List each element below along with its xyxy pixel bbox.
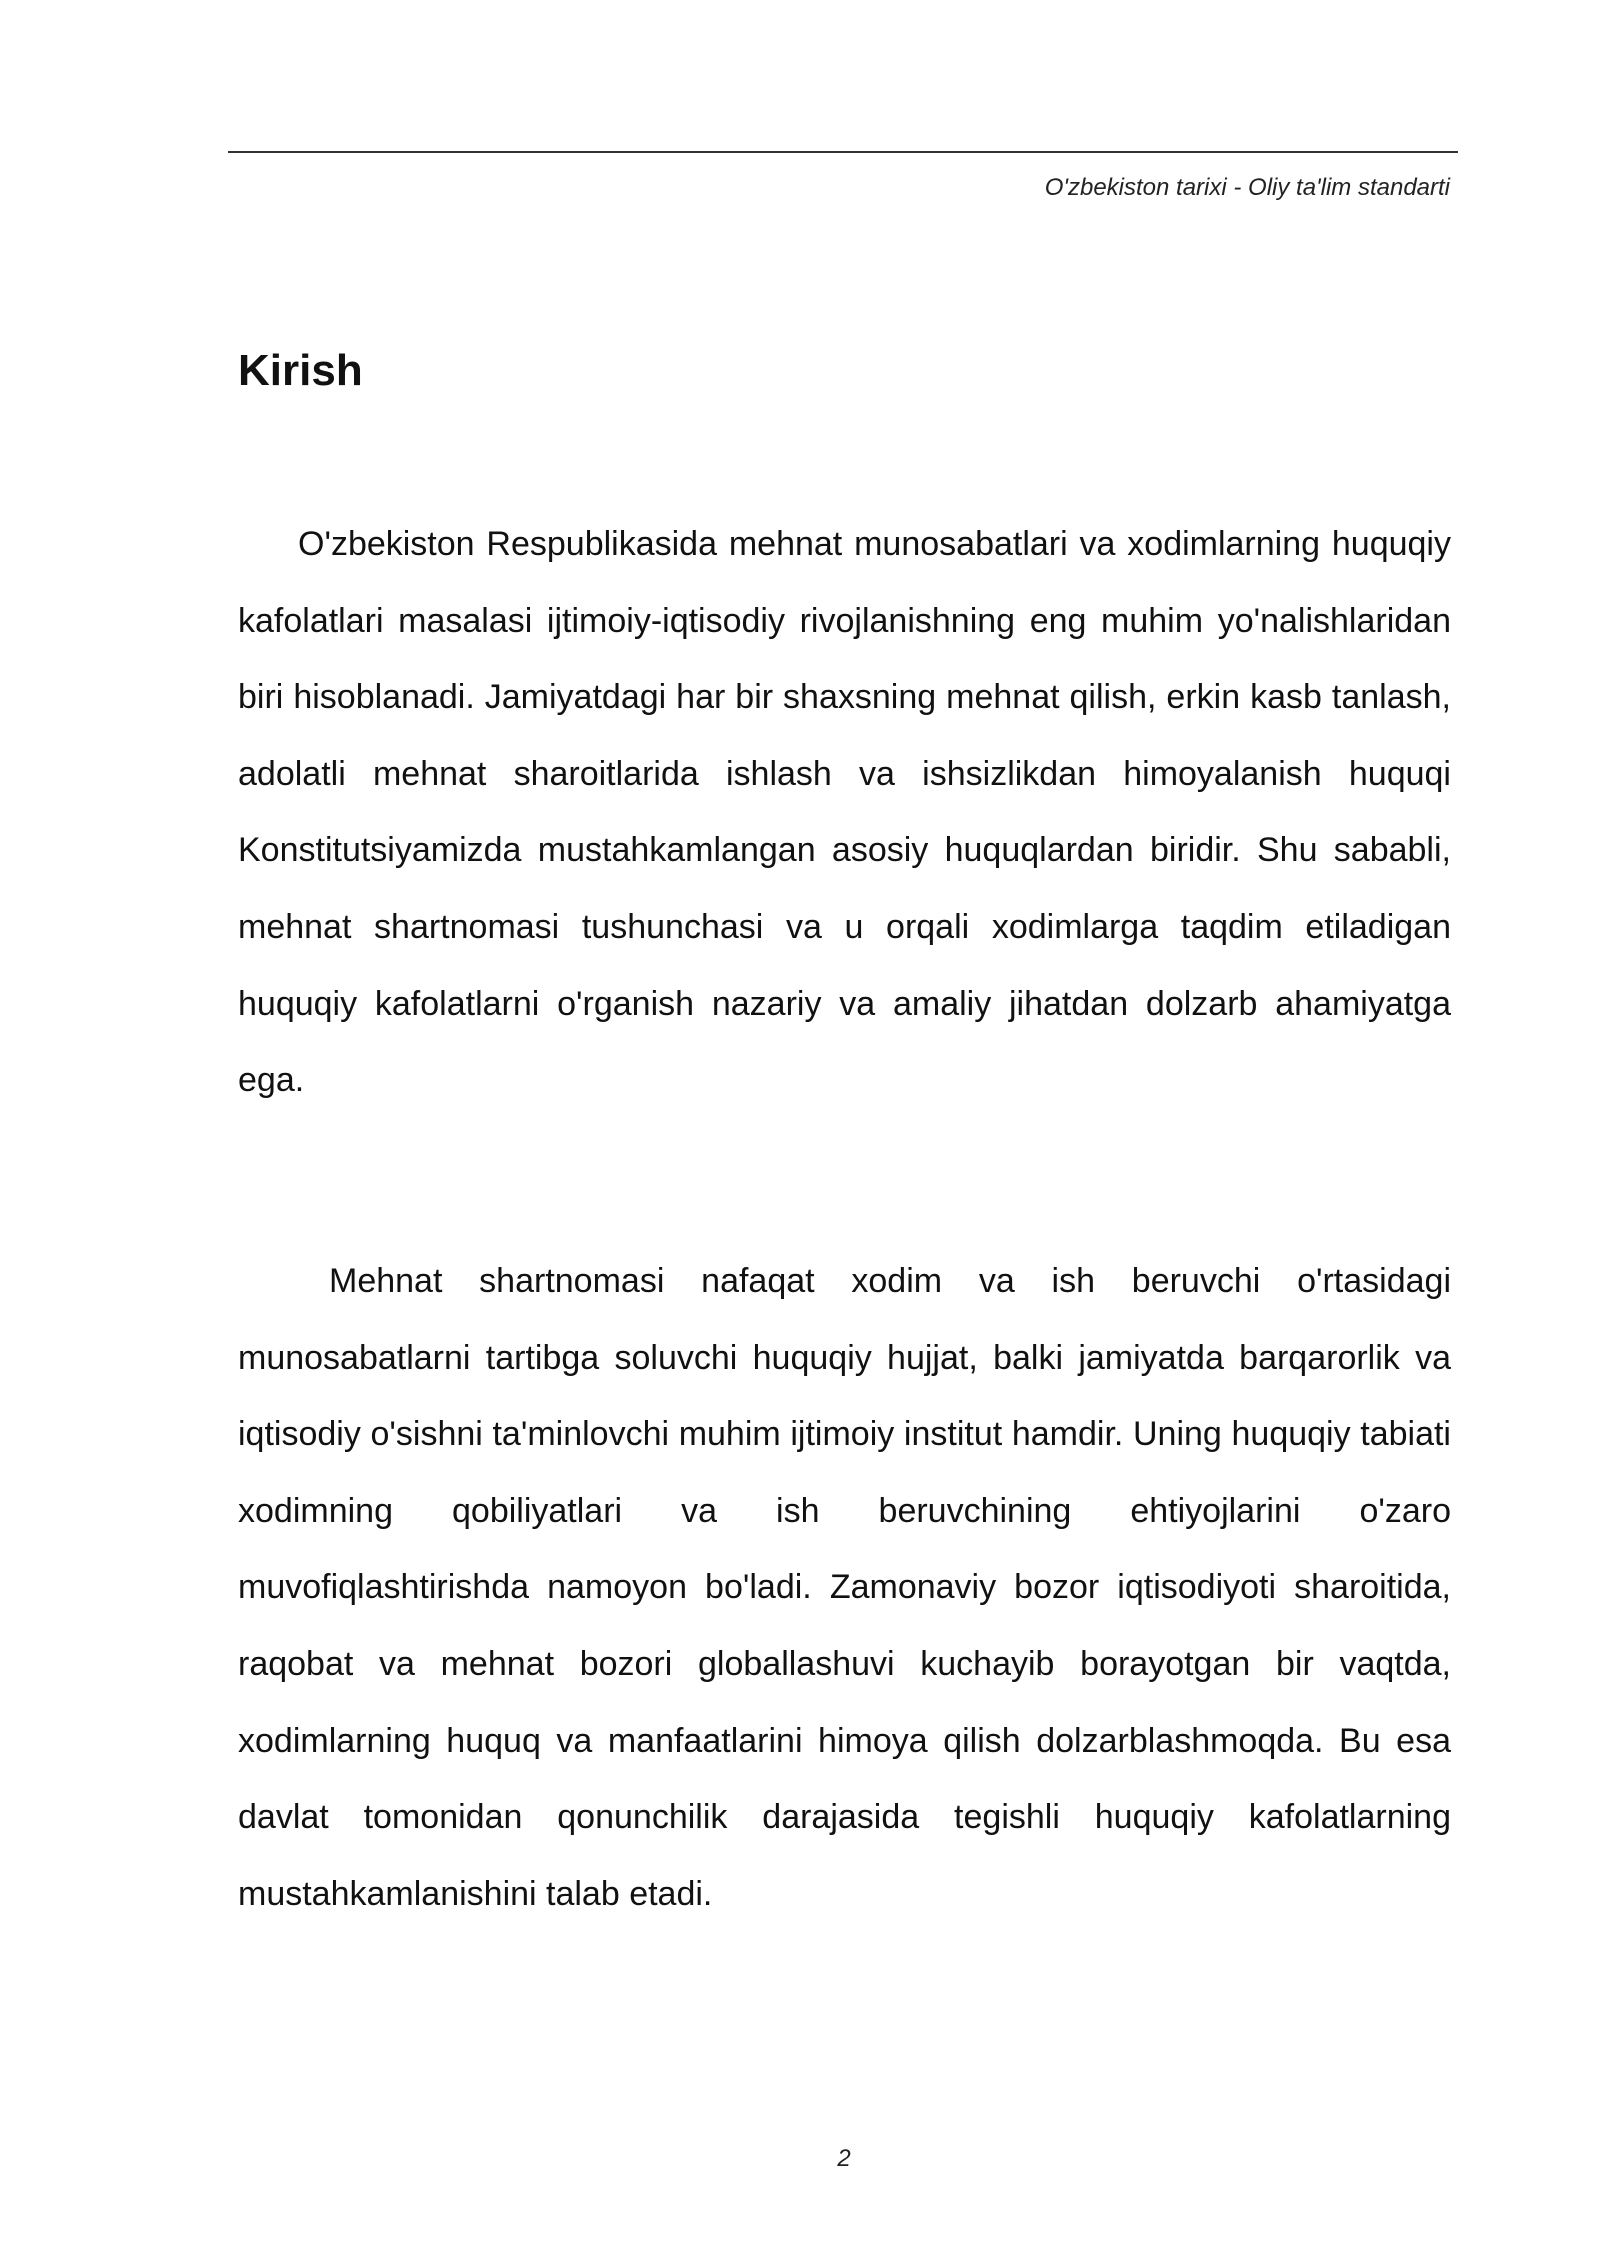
paragraph-1: O'zbekiston Respublikasida mehnat munosabatlari va xodimlarning huquqiy kafolatlari masalasi ijtimoiy-iqtisodiy rivojlanishning eng muhim yo'nalishlaridan biri hisoblanadi. Jamiyatdagi har bir shaxsning mehnat qilish, erkin kasb tanlash, adolatli mehnat sharoitlarida ishlash va ishsizlikdan himoyalanish huquqi Konstitutsiyamizda mustahkamlangan asosiy huquqlardan biridir. Shu sababli, mehnat shartnomasi tushunchasi va u orqali xodimlarga taqdim etiladigan huquqiy kafolatlarni o'rganish nazariy va amaliy jihatdan dolzarb ahamiyatga ega. (238, 525, 1451, 1100)
page-number: 2 (837, 2145, 851, 2172)
section-heading: Kirish (238, 346, 363, 395)
running-header: O'zbekiston tarixi - Oliy ta'lim standarti (1044, 174, 1450, 201)
header-rule (228, 151, 1458, 153)
paragraph-2: Mehnat shartnomasi nafaqat xodim va ish beruvchi o'rtasidagi munosabatlarni tartibga soluvchi huquqiy hujjat, balki jamiyatda barqarorlik va iqtisodiy o'sishni ta'minlovchi muhim ijtimoiy institut hamdir. Uning huquqiy tabiati xodimning qobiliyatlari va ish beruvchining ehtiyojlarini o'zaro muvofiqlashtirishda namoyon bo'ladi. Zamonaviy bozor iqtisodiyoti sharoitida, raqobat va mehnat bozori globallashuvi kuchayib borayotgan bir vaqtda, xodimlarning huquq va manfaatlarini himoya qilish dolzarblashmoqda. Bu esa davlat tomonidan qonunchilik darajasida tegishli huquqiy kafolatlarning mustahkamlanishini talab etadi. (238, 1262, 1451, 1913)
